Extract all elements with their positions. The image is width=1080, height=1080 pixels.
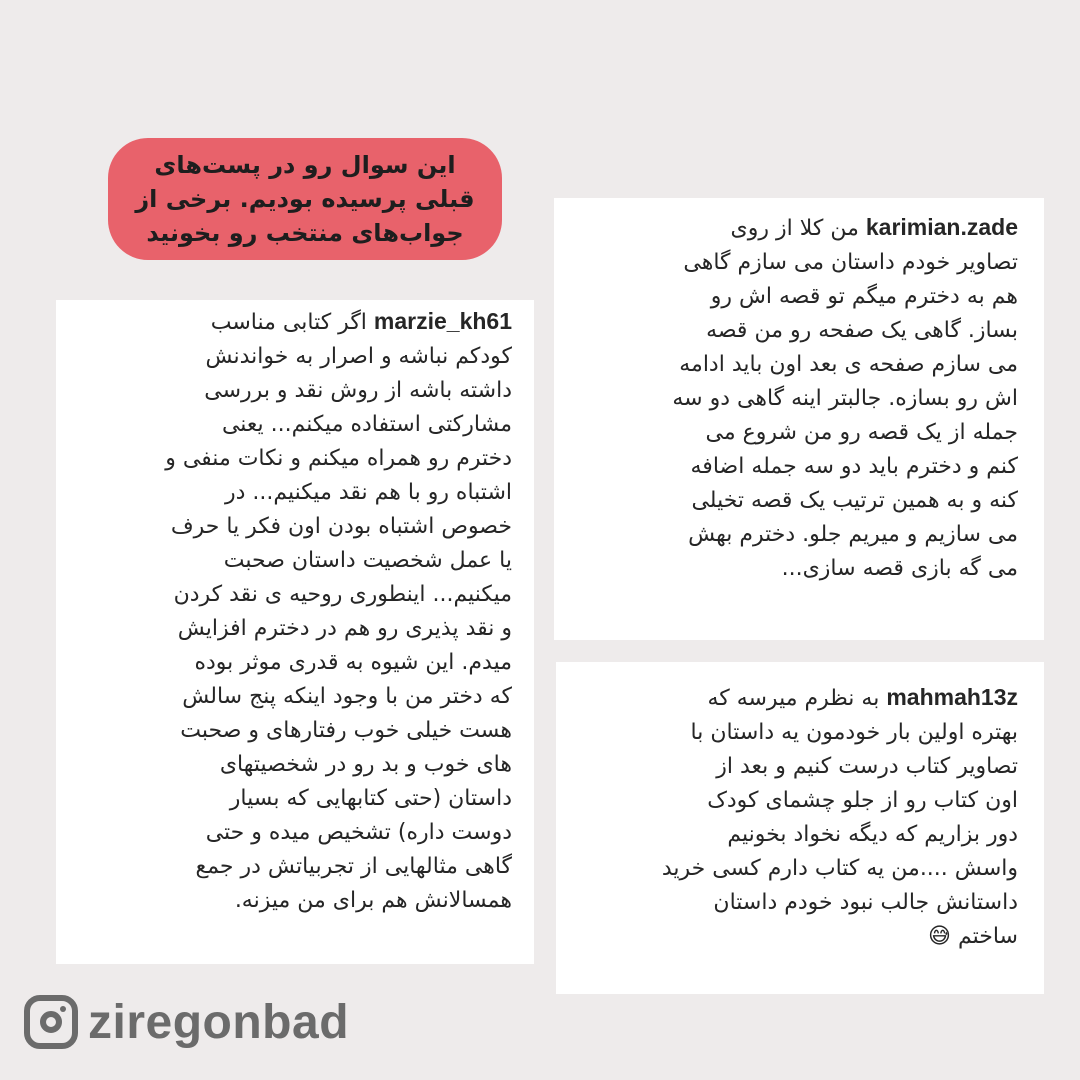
comment-text: اگر کتابی مناسب کودکم نباشه و اصرار به خواندنش داشته باشه از روش نقد و بررسی مشارکتی استفاده میکنم... یعنی دخترم رو همراه میکنم و نکات منفی و اشتباه رو با هم نقد میکنیم... در خصوص اشتباه بودن اون فکر یا حرف یا عمل شخصیت داستان صحبت میکنیم... اینطوری روحیه ی نقد کردن و نقد پذیری رو هم در دخترم افزایش میدم. این شیوه به قدری موثر بوده که دختر من با وجود اینکه پنج سالش هست خیلی خوب رفتارهای و صحبت های خوب و بد رو در شخصیتهای داستان (حتی کتابهایی که بسیار دوست داره) تشخیص میده و حتی گاهی مثالهایی از تجربیاتش در جمع همسالانش هم برای من میزنه. xyxy=(165,310,512,913)
comment-card-mahmah xyxy=(556,662,1044,994)
comment-username: marzie_kh61 xyxy=(373,308,512,334)
comment-card-karimian xyxy=(554,198,1044,640)
comment-text: من کلا از روی تصاویر خودم داستان می سازم گاهی هم به دخترم میگم تو قصه اش رو بساز. گاهی یک صفحه رو من قصه می سازم صفحه ی بعد اون باید ادامه اش رو بسازه. جالبتر اینه گاهی دو سه جمله از یک قصه رو من شروع می کنم و دخترم باید دو سه جمله اضافه کنه و به همین ترتیب یک قصه تخیلی می سازیم و میریم جلو. دخترم بهش می گه بازی قصه سازی... xyxy=(672,216,1018,581)
comment-body xyxy=(574,680,1018,954)
comment-card-marzie xyxy=(56,300,534,964)
comment-body xyxy=(572,210,1018,586)
comment-username: mahmah13z xyxy=(886,684,1018,710)
brand-name: ziregonbad xyxy=(88,995,350,1049)
brand-watermark xyxy=(24,990,349,1054)
comment-text: به نظرم میرسه که بهتره اولین بار خودمون یه داستان با تصاویر کتاب درست کنیم و بعد از اون کتاب رو از جلو چشمای کودک دور بزاریم که دیگه نخواد بخونیم واسش ....من یه کتاب دارم کسی خرید داستانش جالب نبود خودم داستان ساختم 😅 xyxy=(661,686,1018,949)
comment-username: karimian.zade xyxy=(865,214,1018,240)
banner-text: این سوال رو در پست‌های قبلی پرسیده بودیم. برخی از جواب‌های منتخب رو بخونید xyxy=(135,151,475,247)
comment-body xyxy=(76,304,512,918)
instagram-icon xyxy=(24,995,78,1049)
info-banner xyxy=(108,138,502,260)
